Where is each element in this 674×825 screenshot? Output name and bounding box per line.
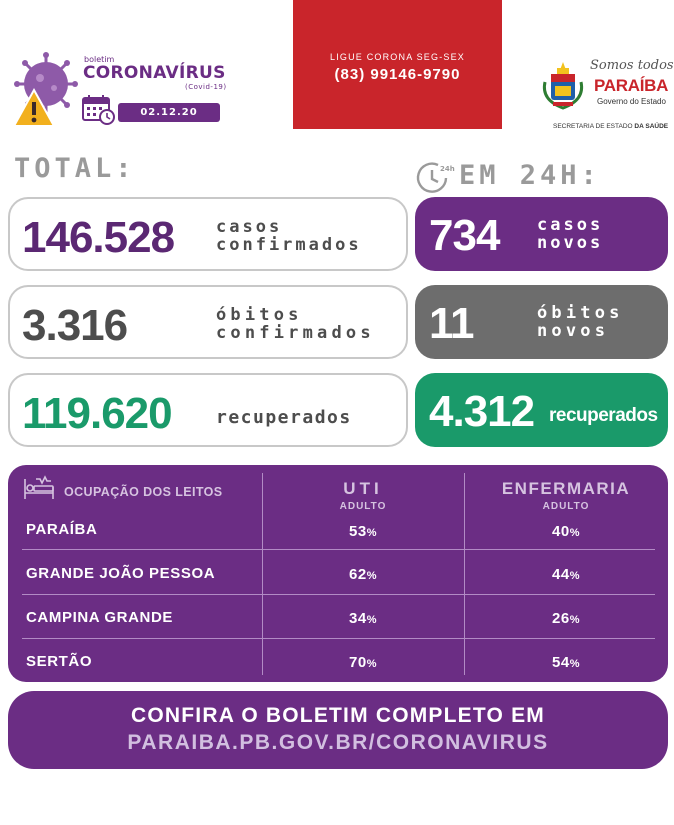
row-divider <box>22 594 655 595</box>
clock-24h-icon <box>416 162 455 194</box>
secretaria-prefix: SECRETARIA DE ESTADO <box>553 123 633 130</box>
hotline-label: LIGUE CORONA SEG-SEX <box>329 52 466 62</box>
last24h-heading: EM 24H: <box>459 160 601 191</box>
total-cases-value: 146.528 <box>22 213 175 262</box>
gov-subtitle: Governo do Estado <box>597 97 666 106</box>
total-cases-label <box>216 218 362 254</box>
new-recovered-value: 4.312 <box>429 387 535 436</box>
total-recovered-label: recuperados <box>216 407 352 428</box>
enfermaria-percent: 26% <box>552 610 580 627</box>
state-coat-of-arms-icon <box>539 60 587 110</box>
total-cases-card <box>8 197 408 271</box>
calendar-clock-icon <box>82 95 116 125</box>
total-recovered-card <box>8 373 408 447</box>
total-heading: TOTAL: <box>14 153 136 184</box>
beds-title: OCUPAÇÃO DOS LEITOS <box>64 485 223 499</box>
new-cases-value: 734 <box>429 211 500 260</box>
new-cases-card <box>415 197 668 271</box>
virus-warning-icon <box>10 52 78 128</box>
table-row-name: PARAÍBA <box>26 521 98 538</box>
date-badge: 02.12.20 <box>118 103 220 122</box>
table-row-name: GRANDE JOÃO PESSOA <box>26 565 216 582</box>
hotline-number[interactable]: (83) 99146-9790 <box>334 66 461 83</box>
uti-percent: 53% <box>349 523 377 540</box>
boletim-label: boletim <box>84 55 115 64</box>
total-deaths-label <box>216 306 375 342</box>
secretaria-bold: DA SAÚDE <box>634 123 669 130</box>
uti-column-subheader: ADULTO <box>339 501 387 512</box>
new-cases-label-line1: casos <box>537 215 604 235</box>
enfermaria-percent: 54% <box>552 654 580 671</box>
new-cases-label-line2: novos <box>537 233 604 253</box>
total-recovered-value: 119.620 <box>22 389 172 438</box>
secretaria-label <box>553 123 668 130</box>
gov-slogan: Somos todos <box>590 58 674 73</box>
total-cases-label-line1: casos <box>216 217 283 237</box>
row-divider <box>22 549 655 550</box>
new-deaths-value: 11 <box>429 299 474 348</box>
footer-link[interactable]: PARAIBA.PB.GOV.BR/CORONAVIRUS <box>127 731 549 754</box>
new-deaths-label-line2: novos <box>537 321 610 341</box>
svg-text:24h: 24h <box>440 165 455 173</box>
total-cases-label-line2: confirmados <box>216 235 362 255</box>
uti-percent: 34% <box>349 610 377 627</box>
bed-occupancy-table <box>8 465 668 682</box>
table-row-name: CAMPINA GRANDE <box>26 609 174 626</box>
enfermaria-column-subheader: ADULTO <box>542 501 590 512</box>
enfermaria-percent: 44% <box>552 566 580 583</box>
footer-cta: CONFIRA O BOLETIM COMPLETO EM <box>131 704 545 727</box>
new-deaths-label-line1: óbitos <box>537 303 624 323</box>
gov-name: PARAÍBA <box>594 76 669 95</box>
enfermaria-column-header: ENFERMARIA <box>501 479 631 498</box>
uti-column-header: UTI <box>343 479 383 498</box>
enfermaria-percent: 40% <box>552 523 580 540</box>
hospital-bed-icon <box>22 477 56 501</box>
new-recovered-label: recuperados <box>549 405 658 426</box>
new-recovered-card <box>415 373 668 447</box>
hotline-banner <box>293 0 502 129</box>
new-deaths-label <box>537 304 624 340</box>
total-deaths-label-line1: óbitos <box>216 305 303 325</box>
page-title: CORONAVÍRUS <box>83 63 226 83</box>
page-subtitle: (Covid-19) <box>185 83 227 91</box>
row-divider <box>22 638 655 639</box>
total-deaths-value: 3.316 <box>22 301 128 350</box>
uti-percent: 70% <box>349 654 377 671</box>
total-deaths-label-line2: confirmados <box>216 323 375 343</box>
new-deaths-card <box>415 285 668 359</box>
table-row-name: SERTÃO <box>26 653 93 670</box>
total-deaths-card <box>8 285 408 359</box>
new-cases-label <box>537 216 603 252</box>
uti-percent: 62% <box>349 566 377 583</box>
footer-banner <box>8 691 668 769</box>
